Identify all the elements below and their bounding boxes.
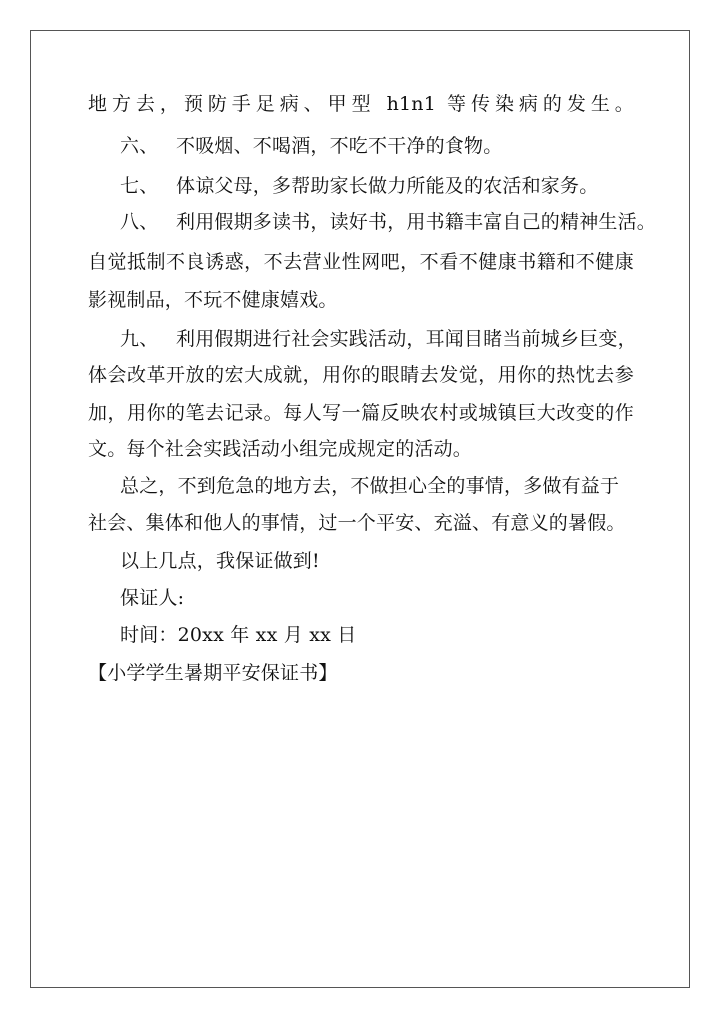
text-line-6 [88, 288, 338, 312]
item-six [120, 134, 502, 158]
guarantor-label: 保证人: [120, 587, 185, 609]
item-seven-text: 体谅父母，多帮助家长做力所能及的农活和家务。 [176, 175, 599, 197]
item-nine-number: 九、 [120, 328, 159, 350]
date-text: 时间：20xx 年 xx 月 xx 日 [120, 624, 357, 646]
promise-line-content: 以上几点，我保证做到! [120, 550, 320, 572]
text-line-5-content: 自觉抵制不良诱惑，不去营业性网吧，不看不健康书籍和不健康 [88, 251, 634, 273]
item-six-text: 不吸烟、不喝酒，不吃不干净的食物。 [176, 135, 503, 157]
text-line-8-content: 体会改革开放的宏大成就，用你的眼睛去发觉，用你的热忱去参 [88, 364, 634, 386]
item-six-number: 六、 [120, 135, 159, 157]
text-line-9-content: 加，用你的笔去记录。每人写一篇反映农村或城镇巨大改变的作 [88, 402, 634, 424]
item-nine-text: 利用假期进行社会实践活动，耳闻目睹当前城乡巨变， [176, 328, 637, 350]
item-eight [120, 210, 656, 234]
date-line [120, 623, 356, 647]
item-seven-number: 七、 [120, 175, 159, 197]
text-line-9 [88, 401, 634, 425]
text-line-5 [88, 250, 634, 274]
guarantor-line [120, 586, 184, 610]
document-title-text: 【小学学生暑期平安保证书】 [88, 662, 338, 684]
document-title-footer [88, 661, 338, 685]
item-eight-text: 利用假期多读书，读好书，用书籍丰富自己的精神生活。 [176, 211, 657, 233]
text-line-1-content: 地方去，预防手足病、甲型 h1n1 等传染病的发生。 [88, 93, 634, 115]
summary-line-1 [120, 474, 619, 498]
item-seven [120, 174, 598, 198]
summary-line-1-content: 总之，不到危急的地方去，不做担心全的事情，多做有益于 [120, 475, 620, 497]
text-line-6-content: 影视制品，不玩不健康嬉戏。 [88, 289, 338, 311]
text-line-1 [88, 92, 634, 116]
text-line-8 [88, 363, 634, 387]
item-nine [120, 327, 637, 351]
promise-line [120, 549, 320, 573]
summary-line-2-content: 社会、集体和他人的事情，过一个平安、充溢、有意义的暑假。 [88, 512, 626, 534]
item-eight-number: 八、 [120, 211, 159, 233]
text-line-10-content: 文。每个社会实践活动小组完成规定的活动。 [88, 438, 473, 460]
text-line-10 [88, 437, 472, 461]
summary-line-2 [88, 511, 626, 535]
